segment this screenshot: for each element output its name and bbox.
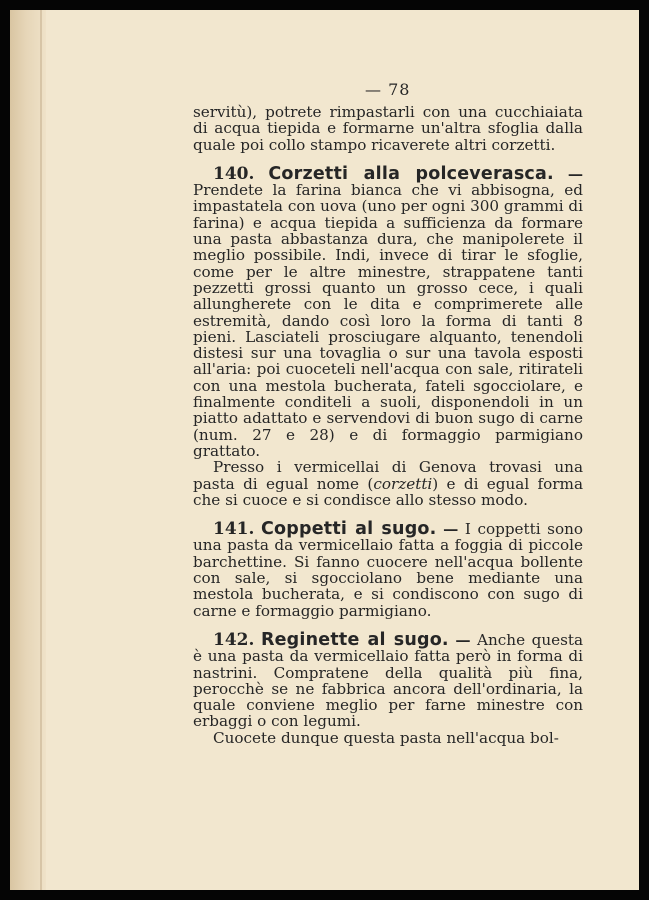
recipe-140-note-a: Presso i vermicellai di Genova trovasi una pasta di egual nome ( [193,458,583,493]
recipe-141-dash: — [443,520,459,539]
recipe-142-title: Reginette al sugo. [260,629,449,650]
recipe-141 [193,521,583,619]
recipe-142-continuation: Cuocete dunque questa pasta nell'acqua bol- [213,728,559,747]
recipe-142-number: 142. [213,629,255,650]
recipe-140-number: 140. [213,163,255,184]
recipe-142 [193,629,584,747]
recipe-141-paragraph [193,521,583,619]
recipe-140-note-b: ) e di egual forma che si cuoce e si condisce allo stesso modo. [193,474,584,509]
intro-paragraph: servitù), potrete rimpastarli con una cucchiaiata di acqua tiepida e formarne un'altra sfoglia dalla quale poi collo stampo ricaverete altri corzetti. [193,103,583,154]
recipe-142-dash: — [455,630,471,649]
recipe-140-title: Corzetti alla polceverasca. [268,163,554,184]
recipe-140-dash: — [567,164,584,183]
recipe-140-body: Prendete la farina bianca che vi abbisogna, ed impastatela con uova (uno per ogni 300 grammi di farina) e acqua tiepida a sufficienza da formare una pasta abbastanza dura, che manipolerete il meglio possibile. Indi, invece di tirar le sfoglie, come per le altre minestre, strappatene tanti pezzetti grossi quanto un grosso cece, i quali allungherete con le dita e comprimerete alle estremità, dando così loro la forma di tanti 8 pieni. Lasciateli prosciugare alquanto, tenendoli distesi sur una tovaglia o sur una tavola esposti all'aria: poi cuoceteli nell'acqua con sale, ritirateli con una mestola bucherata, fateli sgocciolare, e finalmente conditeli a suoli, disponendoli in un piatto adattato e servendovi di buon sugo di carne (num. 27 e 28) e di formaggio parmigiano grattato. [193,181,583,460]
recipe-142-paragraph [193,629,584,731]
recipe-141-title: Coppetti al sugo. [261,519,437,540]
page-number: — 78 [365,80,411,99]
recipe-142-body: Anche questa è una pasta da vermicellaio fatta però in forma di nastrini. Compratene della qualità più fina, perocchè se ne fabbrica ancora dell'ordinaria, la quale conviene meglio per farne minestre con erbaggi o con legumi. [193,630,584,731]
recipe-140-note [193,459,583,508]
recipe-140-paragraph [193,163,584,460]
page-text [193,104,583,746]
book-page [10,10,639,890]
recipe-140-note-em: corzetti [373,474,433,493]
gutter-shadow [40,10,42,890]
recipe-140 [193,163,584,509]
recipe-141-body: I coppetti sono una pasta da vermicellaio fatta a foggia di piccole barchettine. Si fanno cuocere nell'acqua bollente con sale, si sgocciolano bene mediante una mestola bucherata, e si condiscono con sugo di carne e formaggio parmigiano. [193,520,584,620]
recipe-141-number: 141. [213,519,255,540]
